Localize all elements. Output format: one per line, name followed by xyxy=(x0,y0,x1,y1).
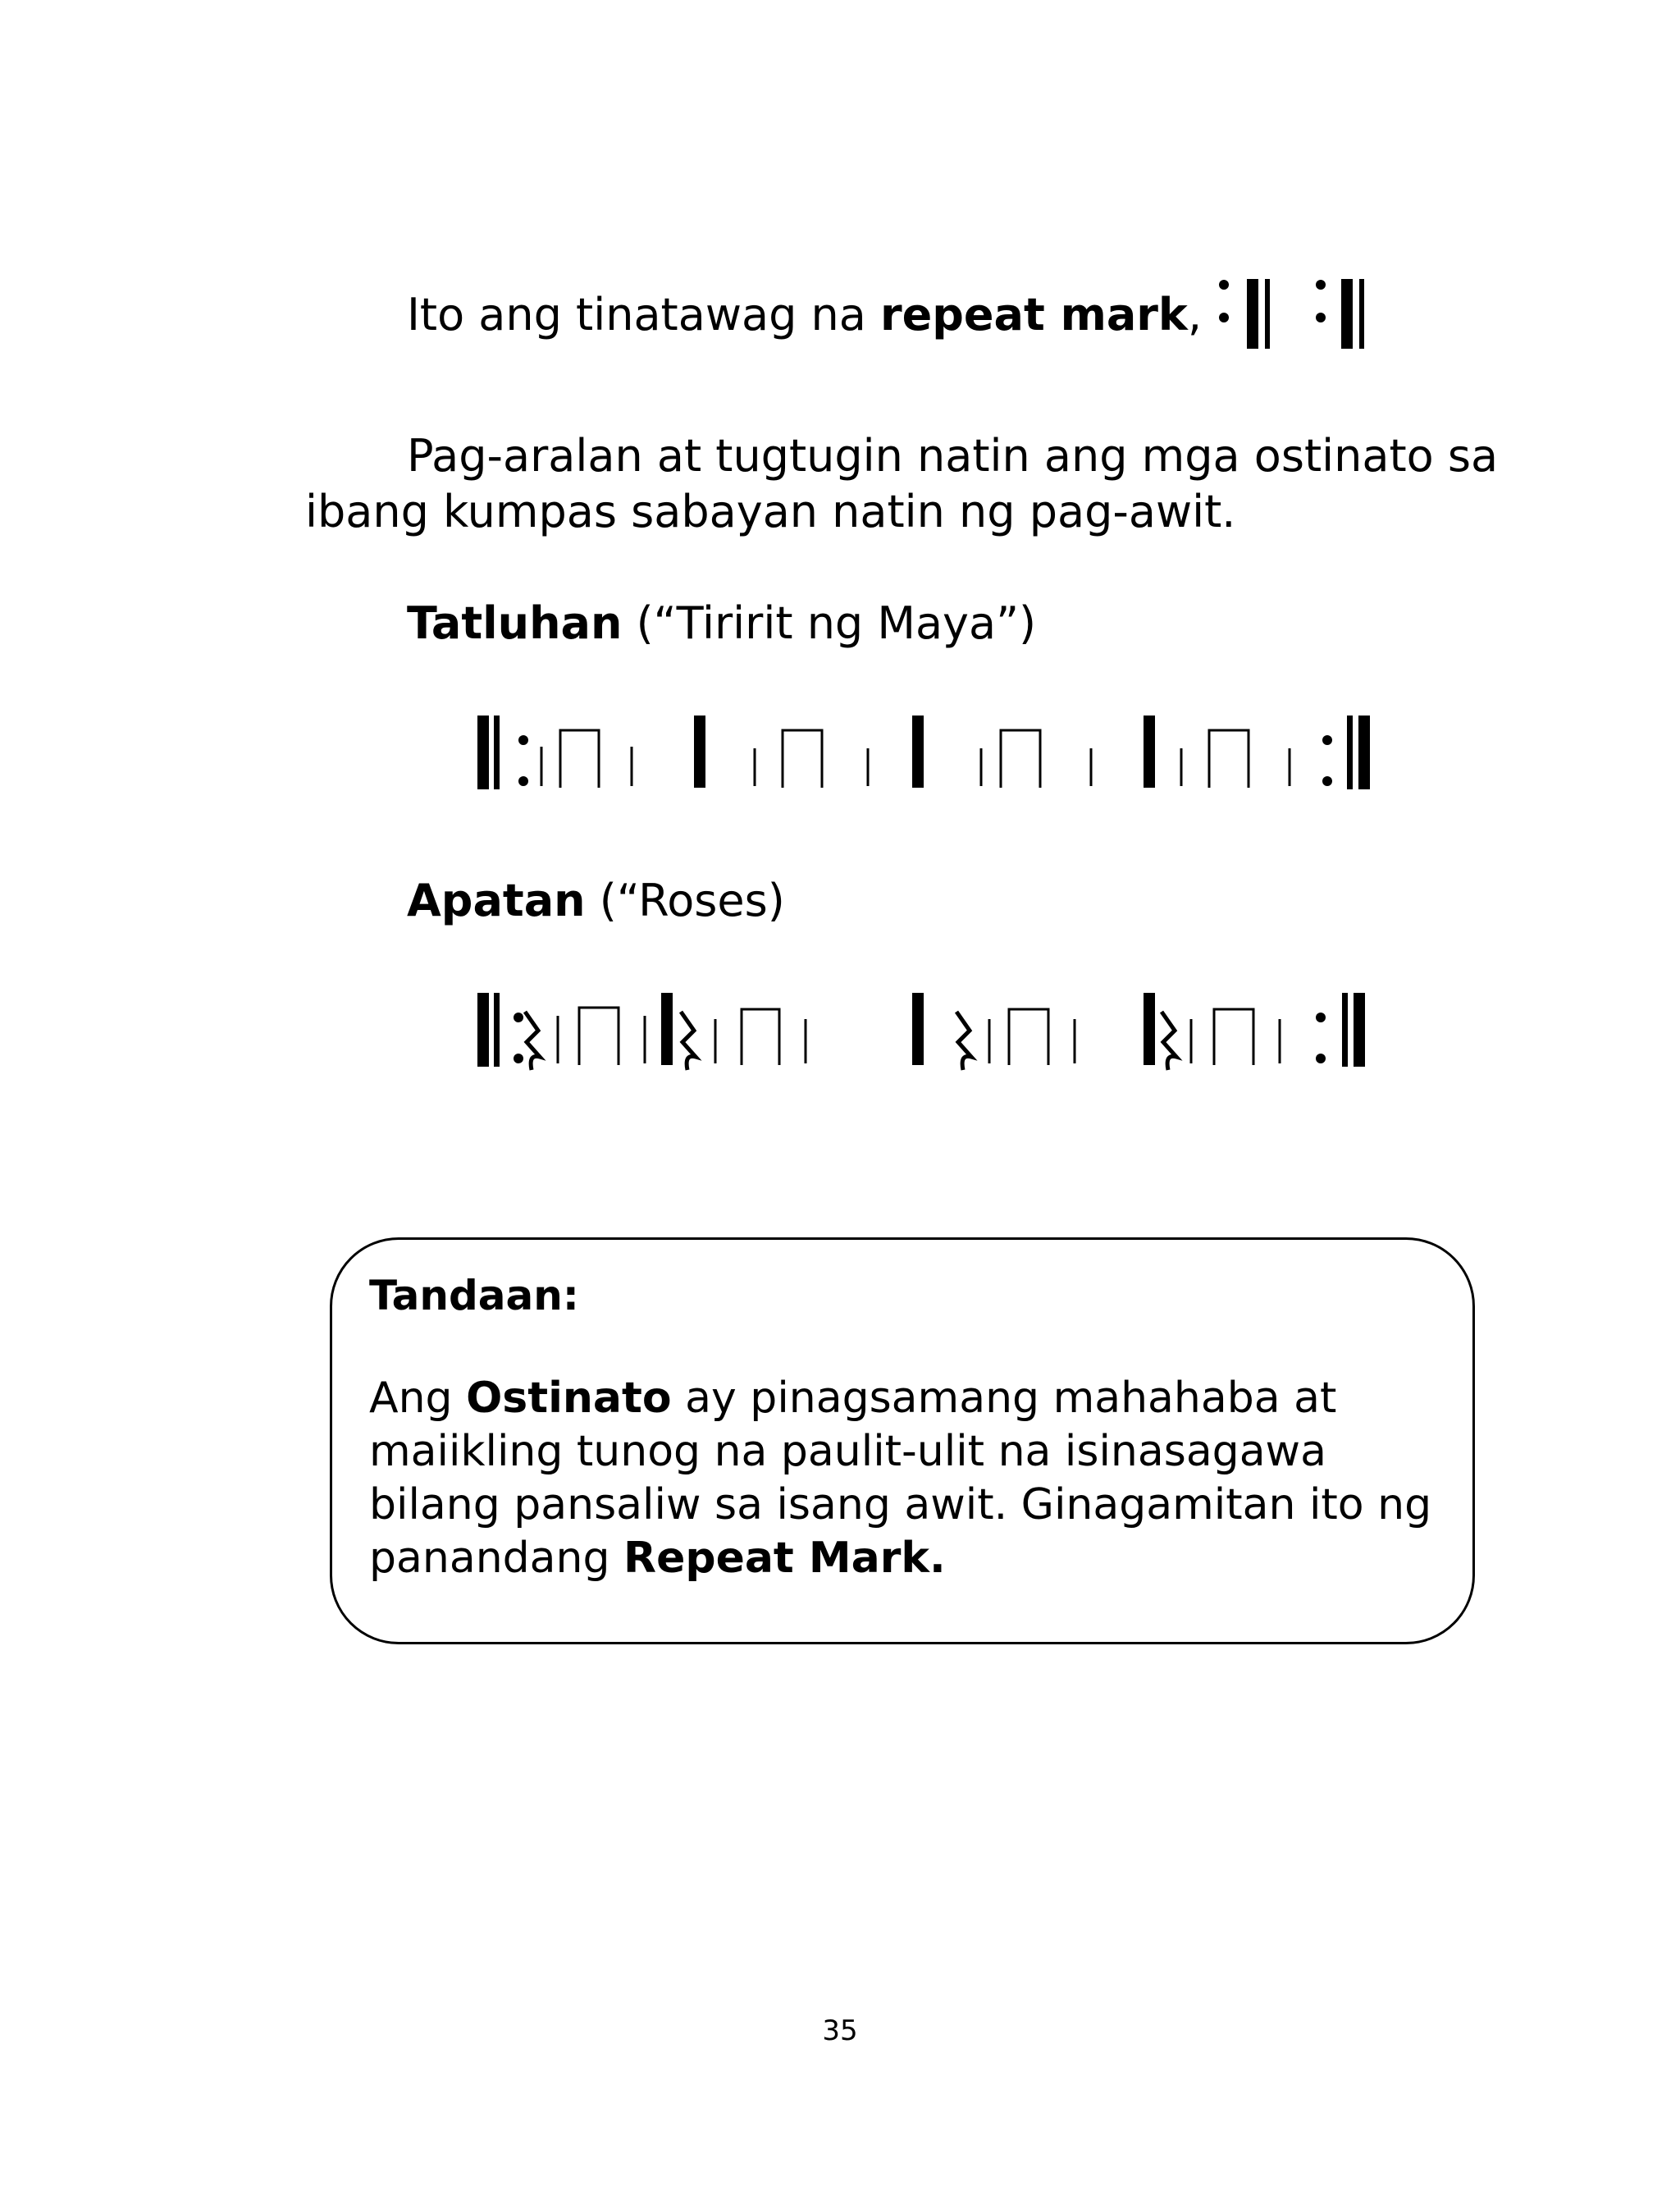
intro-line xyxy=(407,289,1202,341)
tandaan-term-ostinato: Ostinato xyxy=(466,1374,672,1423)
tandaan-title: Tandaan: xyxy=(369,1272,579,1319)
apatan-label: Apatan xyxy=(407,875,586,926)
intro-suffix: , xyxy=(1187,289,1203,341)
tandaan-body xyxy=(369,1372,1452,1585)
tandaan-term-repeat-mark: Repeat Mark. xyxy=(623,1534,946,1583)
instruction-line-1: Pag-aralan at tugtugin natin ang mga ostinato sa xyxy=(407,430,1499,482)
repeat-mark-symbol xyxy=(1214,271,1395,353)
tatluhan-heading xyxy=(407,597,1036,649)
intro-term: repeat mark xyxy=(880,289,1188,341)
apatan-heading xyxy=(407,875,785,926)
intro-prefix: Ito ang tinatawag na xyxy=(407,289,880,341)
page-number: 35 xyxy=(822,2014,858,2047)
tandaan-text-1: Ang xyxy=(369,1374,467,1423)
tatluhan-label: Tatluhan xyxy=(407,597,623,649)
apatan-ostinato-notation xyxy=(468,983,1386,1073)
tatluhan-song: (“Tiririt ng Maya”) xyxy=(622,597,1037,649)
apatan-song: (“Roses) xyxy=(585,875,785,926)
tatluhan-ostinato-notation xyxy=(468,706,1386,796)
instruction-line-2: ibang kumpas sabayan natin ng pag-awit. xyxy=(305,486,1236,537)
tandaan-text-2: ay pinagsamang mahahaba at maiikling tunog na paulit-ulit na isinasagawa bilang pansaliw sa isang awit. Ginagamitan ito ng panandang xyxy=(369,1374,1432,1583)
